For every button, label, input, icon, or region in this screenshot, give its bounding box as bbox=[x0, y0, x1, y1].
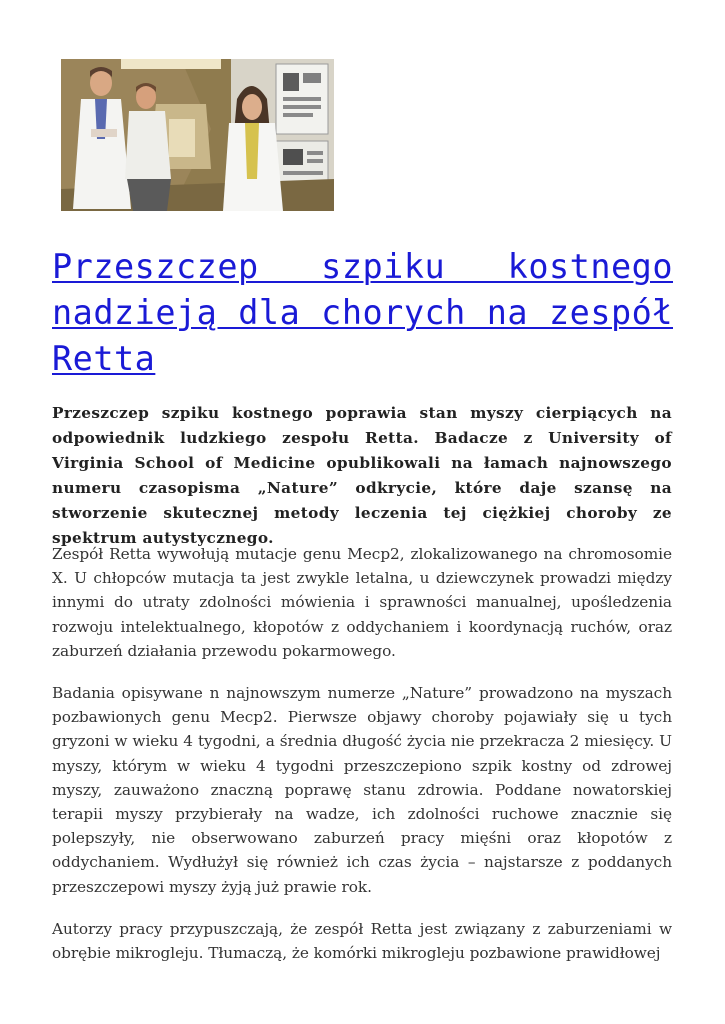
article-paragraph: Autorzy pracy przypuszczają, że zespół Retta jest związany z zaburzeniami w obrębie mikrogleju. Tłumaczą, że komórki mikrogleju pozbawione prawidłowej bbox=[52, 920, 672, 963]
article-paragraph: Zespół Retta wywołują mutacje genu Mecp2, zlokalizowanego na chromosomie X. U chłopców mutacja ta jest zwykle letalna, u dziewczynek prowadzi między innymi do utraty zdolności mówienia i sprawności manualnej, upośledzenia rozwoju intelektualnego, kłopotów z oddychaniem i koordynacją ruchów, oraz zaburzeń działania przewodu pokarmowego. bbox=[52, 545, 672, 660]
article-title bbox=[52, 244, 673, 382]
article-title-link[interactable]: Przeszczep szpiku kostnego nadzieją dla chorych na zespół Retta bbox=[52, 247, 673, 378]
article-photo bbox=[61, 59, 334, 211]
article-paragraph: Badania opisywane n najnowszym numerze „Nature” prowadzono na myszach pozbawionych genu Mecp2. Pierwsze objawy choroby pojawiały się u tych gryzoni w wieku 4 tygodni, a średnia długość życia nie przekracza 2 miesięcy. U myszy, którym w wieku 4 tygodni przeszczepiono szpik kostny od zdrowej myszy, zauważono znaczną poprawę stanu zdrowia. Poddane nowatorskiej terapii myszy przybierały na wadze, ich zdolności ruchowe znacznie się polepszyły, nie obserwowano zaburzeń pracy mięśni oraz kłopotów z oddychaniem. Wydłużył się również ich czas życia – najstarsze z poddanych przeszczepowi myszy żyją już prawie rok. bbox=[52, 684, 672, 896]
article-lead: Przeszczep szpiku kostnego poprawia stan myszy cierpiących na odpowiednik ludzkiego zespołu Retta. Badacze z University of Virginia School of Medicine opublikowali na łamach najnowszego numeru czasopisma „Nature” odkrycie, które daje szansę na stworzenie skutecznej metody leczenia tej ciężkiej choroby ze spektrum autystycznego. bbox=[52, 404, 672, 547]
photo-researchers-in-corridor bbox=[61, 59, 334, 211]
